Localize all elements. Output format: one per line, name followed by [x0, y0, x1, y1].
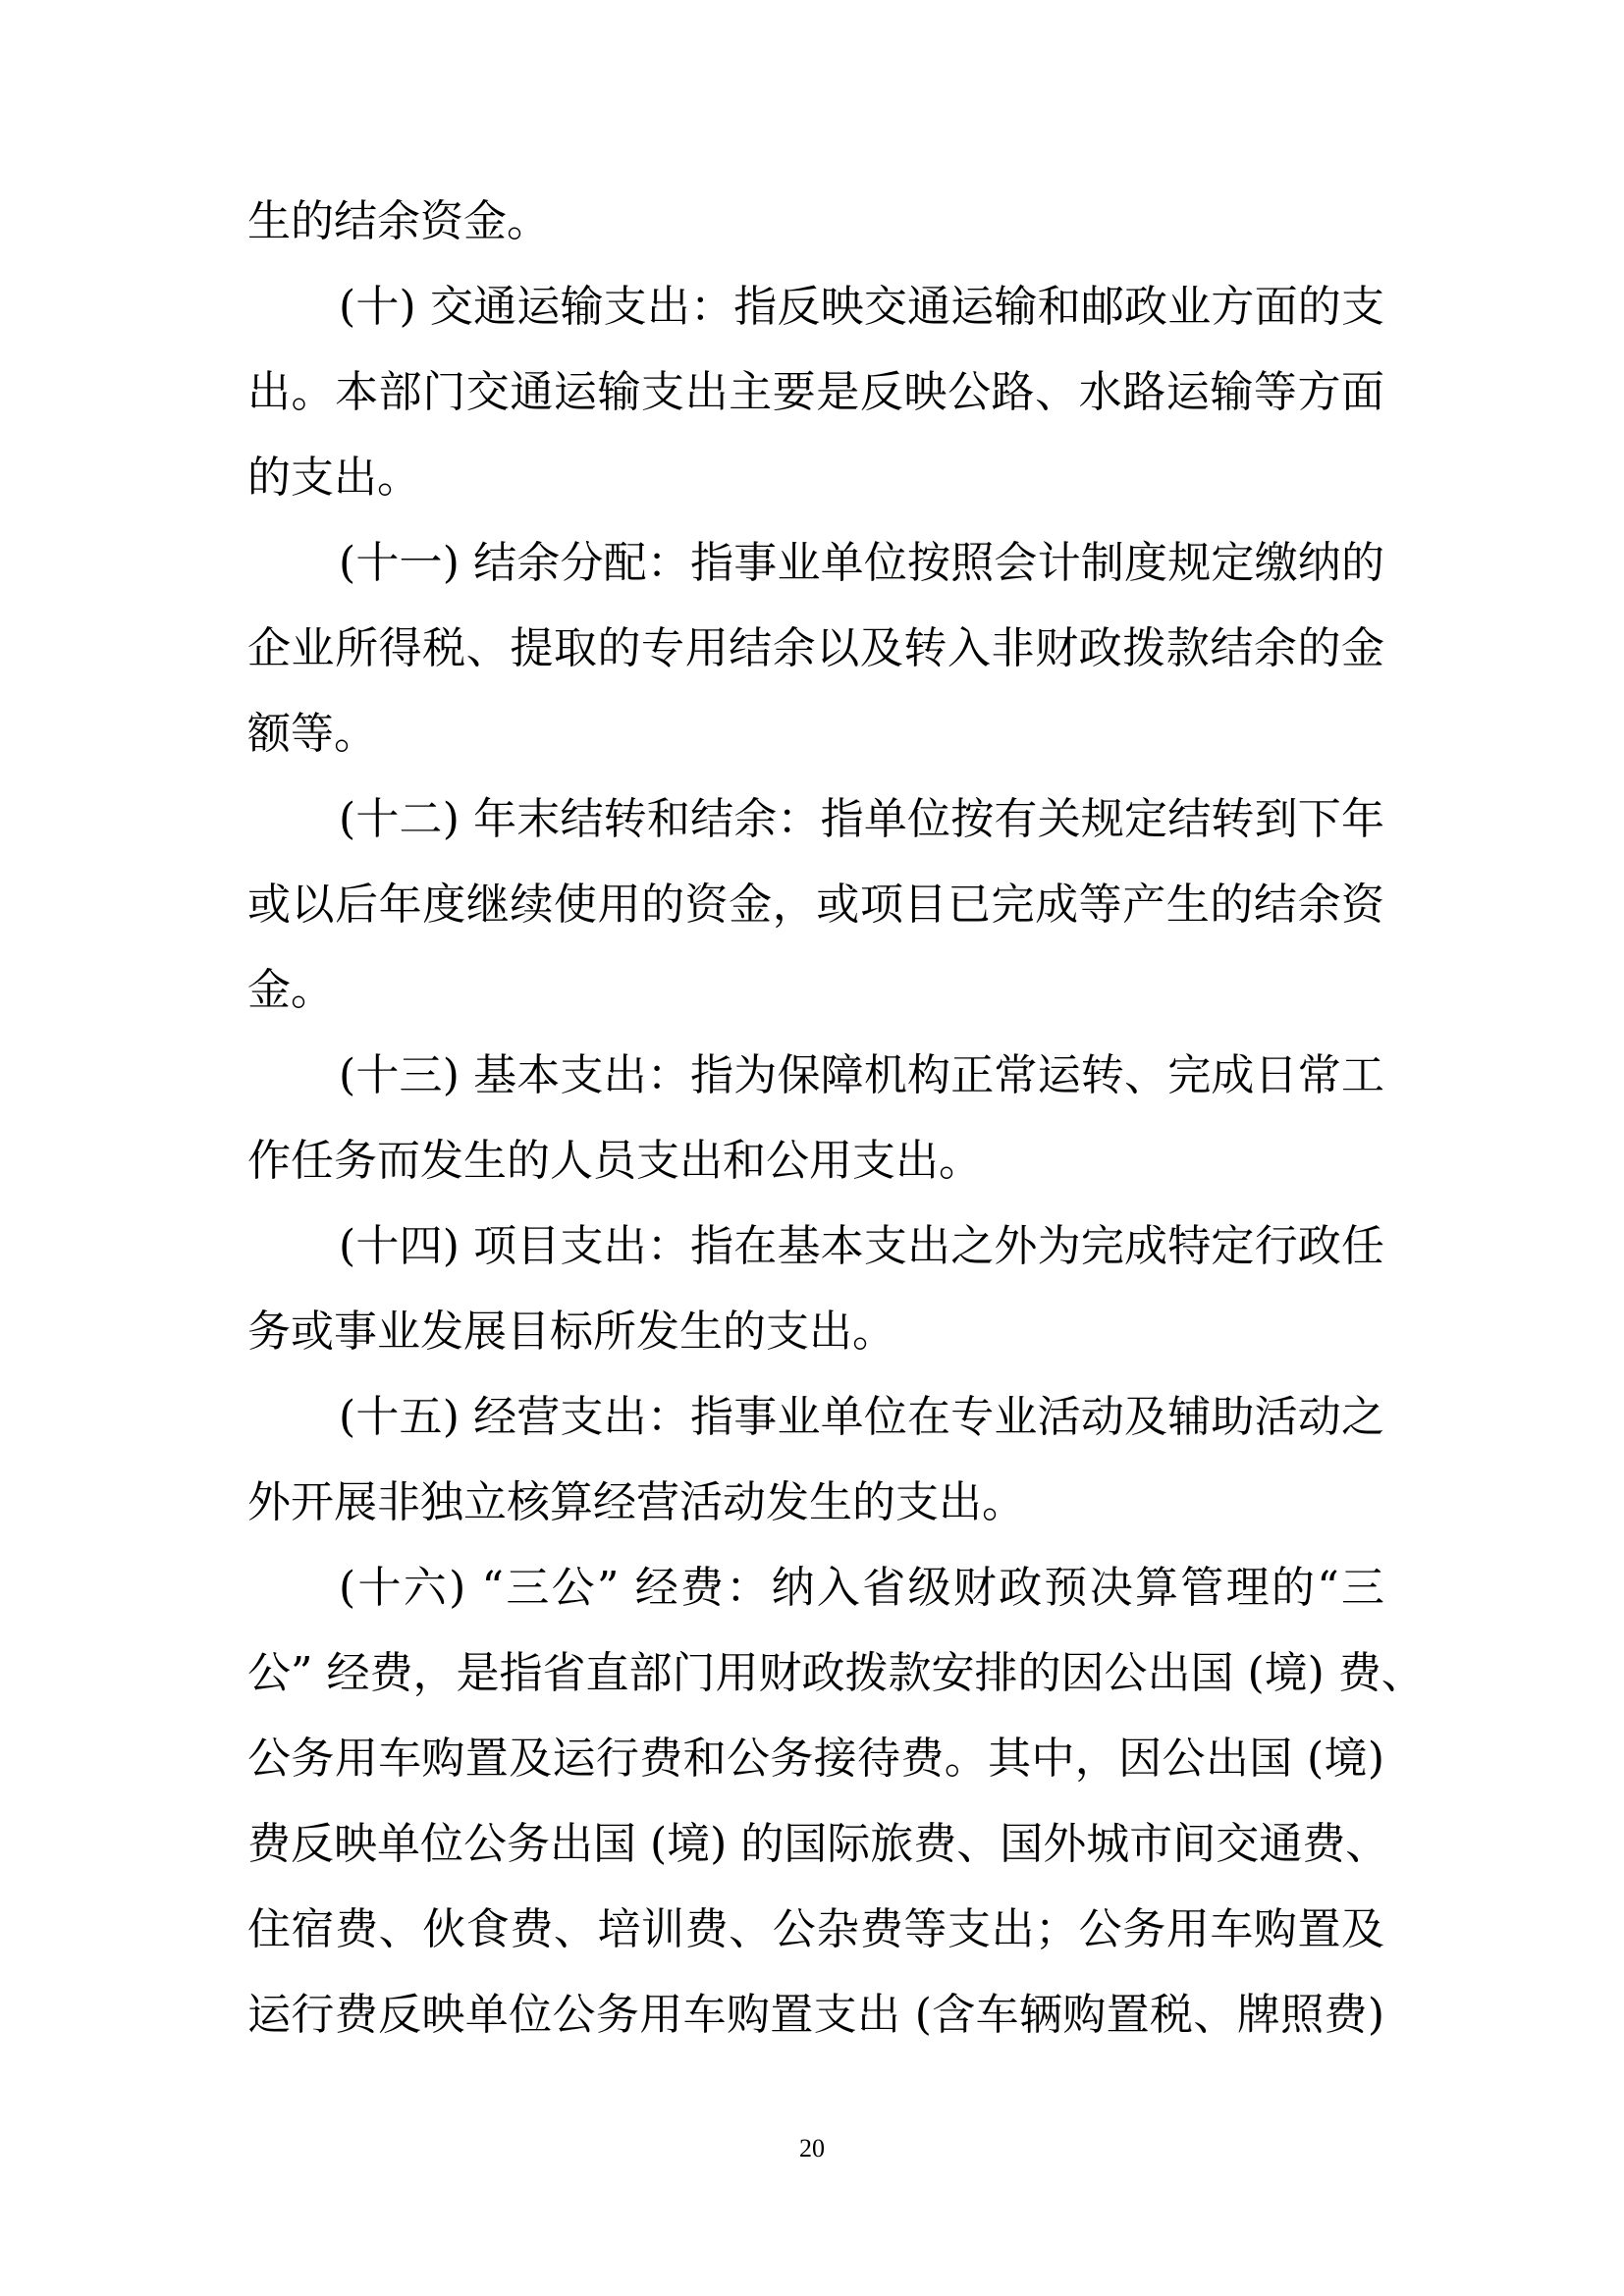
text-line: 生的结余资金。: [247, 196, 550, 246]
text-line: 或以后年度继续使用的资金，或项目已完成等产生的结余资: [247, 880, 1384, 930]
text-line: 额等。: [247, 709, 377, 759]
text-line: 公务用车购置及运行费和公务接待费。其中，因公出国 (境): [247, 1734, 1384, 1784]
paragraph-heading-line: (十四) 项目支出：指在基本支出之外为完成特定行政任: [339, 1221, 1384, 1271]
text-line: 企业所得税、提取的专用结余以及转入非财政拨款结余的金: [247, 623, 1384, 673]
text-line: 作任务而发生的人员支出和公用支出。: [247, 1136, 982, 1186]
paragraph-heading-line: (十二) 年末结转和结余：指单位按有关规定结转到下年: [339, 794, 1384, 844]
text-line: 出。本部门交通运输支出主要是反映公路、水路运输等方面: [247, 367, 1384, 417]
text-line: 费反映单位公务出国 (境) 的国际旅费、国外城市间交通费、: [247, 1819, 1389, 1869]
text-line: 的支出。: [247, 453, 420, 503]
text-line: 运行费反映单位公务用车购置支出 (含车辆购置税、牌照费): [247, 1990, 1384, 2040]
paragraph-heading-line: (十五) 经营支出：指事业单位在专业活动及辅助活动之: [339, 1392, 1384, 1442]
text-line: 公” 经费，是指省直部门用财政拨款安排的因公出国 (境) 费、: [247, 1648, 1425, 1698]
paragraph-heading-line: (十一) 结余分配：指事业单位按照会计制度规定缴纳的: [339, 538, 1384, 588]
text-line: 住宿费、伙食费、培训费、公杂费等支出；公务用车购置及: [247, 1904, 1384, 1954]
text-line: 务或事业发展目标所发生的支出。: [247, 1307, 895, 1357]
paragraph-heading-line: (十六) “三公” 经费：纳入省级财政预决算管理的“三: [339, 1563, 1384, 1613]
text-line: 金。: [247, 965, 334, 1015]
page-number: 20: [799, 2134, 825, 2163]
paragraph-heading-line: (十三) 基本支出：指为保障机构正常运转、完成日常工: [339, 1050, 1384, 1100]
paragraph-heading-line: (十) 交通运输支出：指反映交通运输和邮政业方面的支: [339, 282, 1384, 332]
text-line: 外开展非独立核算经营活动发生的支出。: [247, 1477, 1025, 1527]
